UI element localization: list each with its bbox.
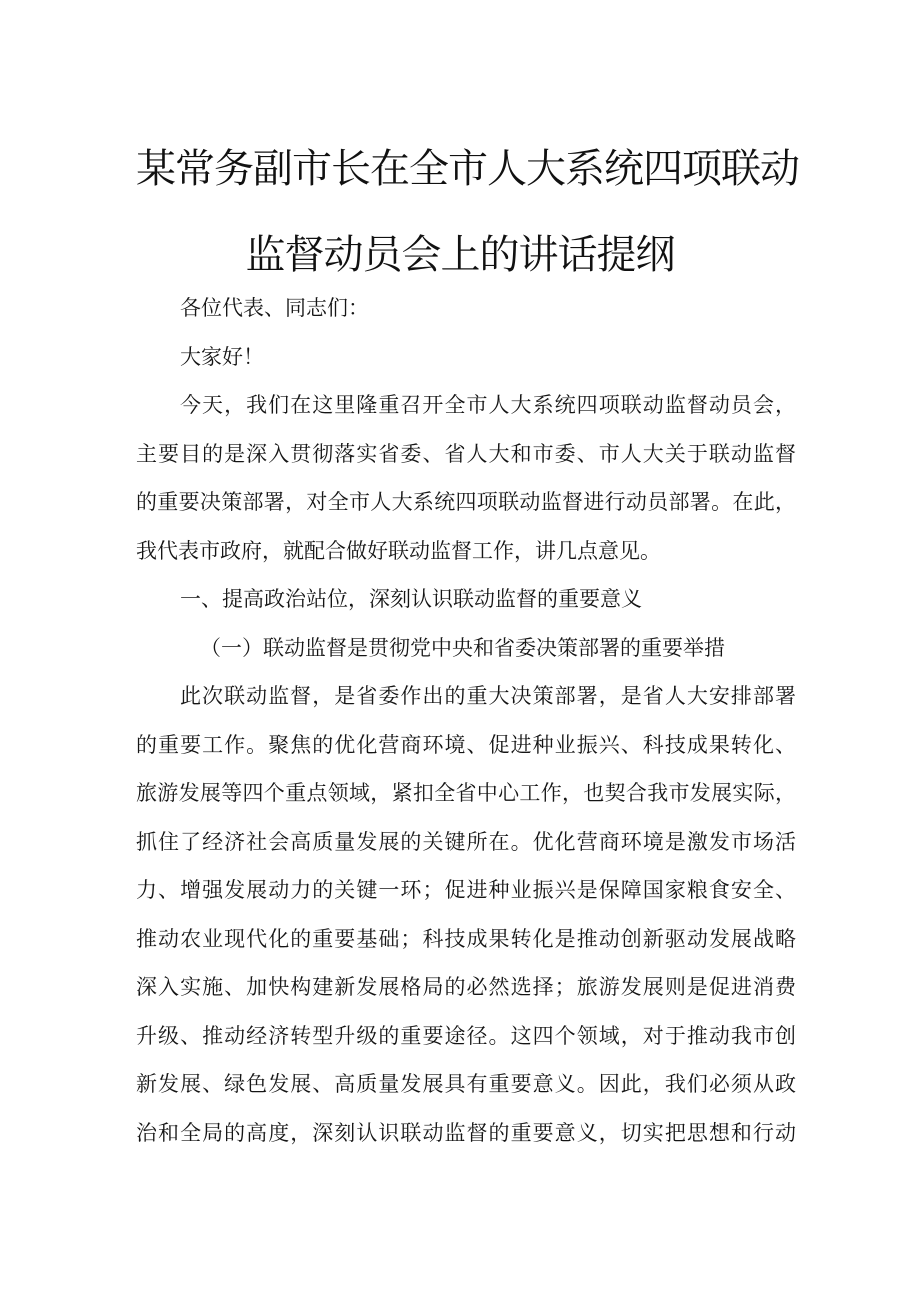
greeting: 大家好！ <box>180 344 264 369</box>
paragraph-line: 新发展、绿色发展、高质量发展具有重要意义。因此，我们必须从政 <box>136 1072 796 1096</box>
paragraph-line: 推动农业现代化的重要基础；科技成果转化是推动创新驱动发展战略 <box>136 926 796 951</box>
document-title-line-1: 某常务副市长在全市人大系统四项联动 <box>136 146 799 192</box>
paragraph-line: 深入实施、加快构建新发展格局的必然选择；旅游发展则是促进消费 <box>136 975 796 999</box>
paragraph-line: 的重要决策部署，对全市人大系统四项联动监督进行动员部署。在此， <box>136 490 796 514</box>
paragraph-line: 的重要工作。聚焦的优化营商环境、促进种业振兴、科技成果转化、 <box>136 732 796 757</box>
section-heading: 一、提高政治站位，深刻认识联动监督的重要意义 <box>180 587 642 611</box>
subsection-heading: （一）联动监督是贯彻党中央和省委决策部署的重要举措 <box>200 635 725 660</box>
paragraph-line: 主要目的是深入贯彻落实省委、省人大和市委、市人大关于联动监督 <box>136 441 796 466</box>
paragraph-line: 我代表市政府，就配合做好联动监督工作，讲几点意见。 <box>136 538 661 563</box>
paragraph-line: 抓住了经济社会高质量发展的关键所在。优化营商环境是激发市场活 <box>136 829 796 854</box>
paragraph-line: 治和全局的高度，深刻认识联动监督的重要意义，切实把思想和行动 <box>136 1120 796 1145</box>
paragraph-line: 力、增强发展动力的关键一环；促进种业振兴是保障国家粮食安全、 <box>136 878 796 902</box>
paragraph-line: 今天，我们在这里隆重召开全市人大系统四项联动监督动员会， <box>180 393 796 417</box>
paragraph-line: 此次联动监督，是省委作出的重大决策部署，是省人大安排部署 <box>180 684 796 708</box>
paragraph-line: 旅游发展等四个重点领域，紧扣全省中心工作，也契合我市发展实际， <box>136 781 796 805</box>
document-body <box>136 284 796 1157</box>
document-title-line-2: 监督动员会上的讲话提纲 <box>245 232 675 278</box>
paragraph-line: 升级、推动经济转型升级的重要途径。这四个领域，对于推动我市创 <box>136 1023 796 1048</box>
salutation: 各位代表、同志们： <box>180 296 369 320</box>
